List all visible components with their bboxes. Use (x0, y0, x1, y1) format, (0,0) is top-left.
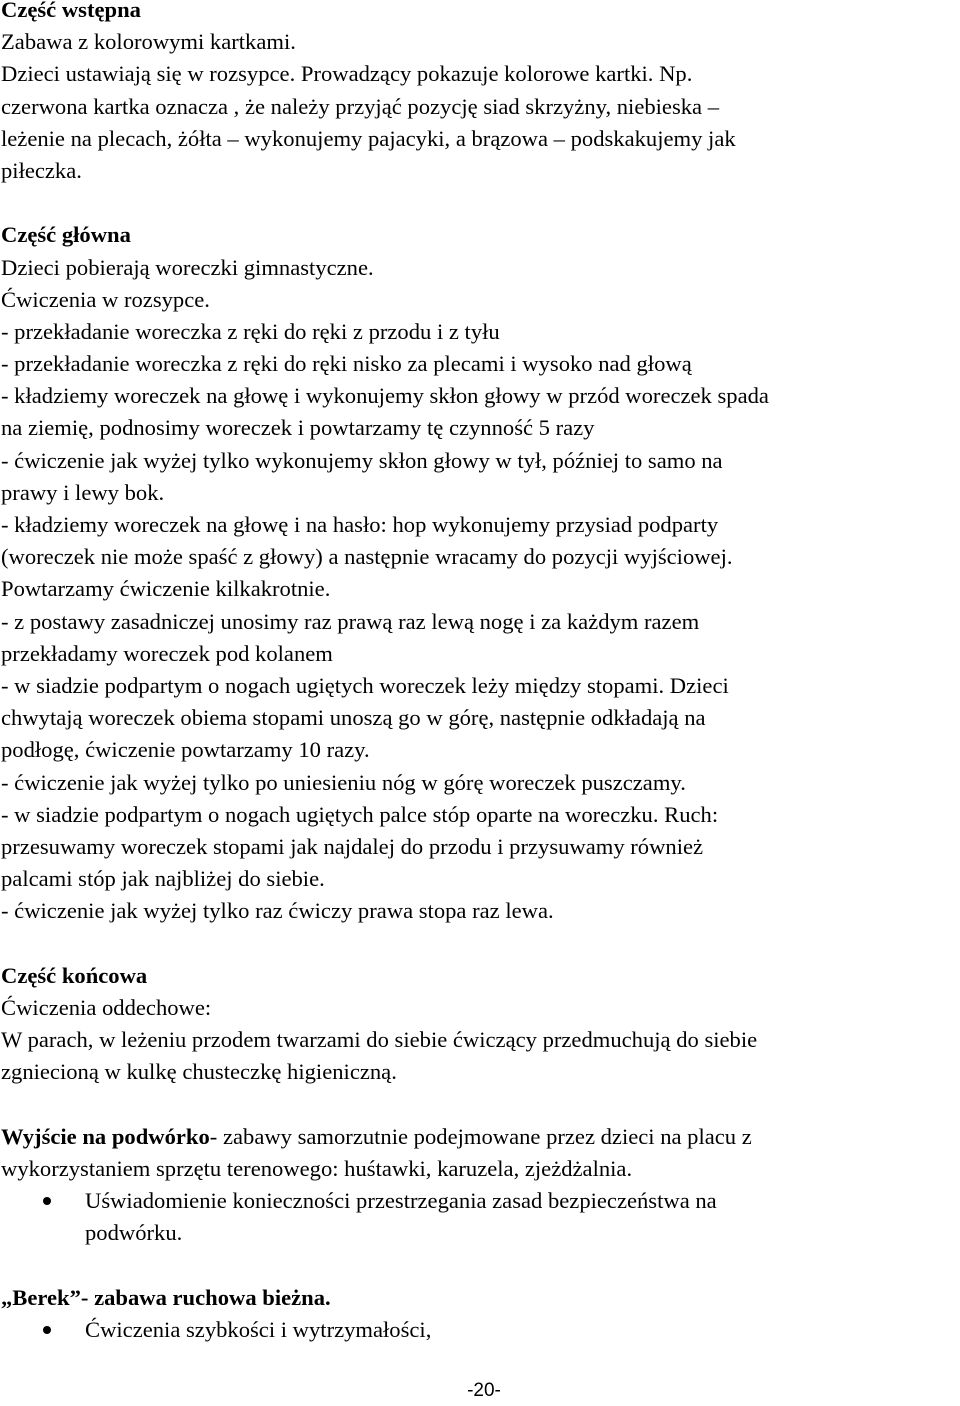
main-heading: Część główna (1, 222, 131, 248)
intro-line: Zabawa z kolorowymi kartkami. (1, 29, 296, 55)
section-main (1, 219, 958, 927)
paragraph-gap (1, 1249, 958, 1281)
main-line: Ćwiczenia w rozsypce. (1, 286, 210, 312)
main-line: (woreczek nie może spaść z głowy) a następnie wracamy do pozycji wyjściowej. (1, 544, 733, 570)
bullet-text: Ćwiczenia szybkości i wytrzymałości, (85, 1316, 432, 1342)
intro-line: czerwona kartka oznacza , że należy przyjąć pozycję siad skrzyżny, niebieska – (1, 93, 720, 119)
main-line: przekładamy woreczek pod kolanem (1, 640, 333, 666)
main-line: przesuwamy woreczek stopami jak najdalej do przodu i przysuwamy również (1, 833, 704, 859)
main-line: podłogę, ćwiczenie powtarzamy 10 razy. (1, 737, 370, 763)
final-line: zgniecioną w kulkę chusteczkę higieniczną. (1, 1059, 397, 1085)
main-line: - w siadzie podpartym o nogach ugiętych woreczek leży między stopami. Dzieci (1, 672, 729, 698)
outdoor-line: wykorzystaniem sprzętu terenowego: huśtawki, karuzela, zjeżdżalnia. (1, 1155, 633, 1181)
main-line: prawy i lewy bok. (1, 479, 165, 505)
main-line: palcami stóp jak najbliżej do siebie. (1, 866, 325, 892)
main-line: - przekładanie woreczka z ręki do ręki z przodu i z tyłu (1, 318, 500, 344)
section-tag-game (1, 1282, 958, 1346)
main-line: Powtarzamy ćwiczenie kilkakrotnie. (1, 576, 331, 602)
outdoor-text: - zabawy samorzutnie podejmowane przez dzieci na placu z (209, 1123, 752, 1149)
main-line: na ziemię, podnosimy woreczek i powtarzamy tę czynność 5 razy (1, 415, 595, 441)
main-line: - ćwiczenie jak wyżej tylko po uniesieniu nóg w górę woreczek puszczamy. (1, 769, 686, 795)
section-outdoor (1, 1121, 958, 1250)
bullet-text: podwórku. (85, 1220, 183, 1246)
section-final (1, 960, 958, 1089)
intro-heading: Część wstępna (1, 0, 141, 22)
outdoor-title: Wyjście na podwórko (1, 1123, 210, 1149)
main-line: - ćwiczenie jak wyżej tylko raz ćwiczy prawa stopa raz lewa. (1, 898, 554, 924)
tag-game-title: „Berek”- zabawa ruchowa bieżna. (1, 1284, 331, 1310)
main-line: - kładziemy woreczek na głowę i na hasło: hop wykonujemy przysiad podparty (1, 512, 719, 537)
intro-line: Dzieci ustawiają się w rozsypce. Prowadzący pokazuje kolorowe kartki. Np. (1, 61, 693, 87)
paragraph-gap (1, 927, 958, 959)
bullet-icon (43, 1326, 51, 1334)
page-number: -20- (467, 1380, 501, 1401)
intro-line: leżenie na plecach, żółta – wykonujemy pajacyki, a brązowa – podskakujemy jak (1, 125, 736, 151)
final-line: W parach, w leżeniu przodem twarzami do siebie ćwiczący przedmuchują do siebie (1, 1027, 758, 1052)
document-page (1, 0, 958, 1346)
section-intro (1, 0, 958, 187)
final-heading: Część końcowa (1, 962, 148, 988)
outdoor-line (1, 1121, 958, 1153)
final-line: Ćwiczenia oddechowe: (1, 994, 212, 1020)
bullet-item (1, 1185, 958, 1249)
bullet-item (1, 1314, 958, 1346)
main-line: chwytają woreczek obiema stopami unoszą go w górę, następnie odkładają na (1, 705, 706, 731)
main-line: - w siadzie podpartym o nogach ugiętych palce stóp oparte na woreczku. Ruch: (1, 801, 719, 827)
main-line: - przekładanie woreczka z ręki do ręki nisko za plecami i wysoko nad głową (1, 351, 692, 377)
intro-line: piłeczka. (1, 157, 82, 183)
bullet-icon (43, 1197, 51, 1205)
main-line: - kładziemy woreczek na głowę i wykonujemy skłon głowy w przód woreczek spada (1, 383, 769, 409)
paragraph-gap (1, 187, 958, 219)
paragraph-gap (1, 1088, 958, 1120)
bullet-text: Uświadomienie konieczności przestrzegania zasad bezpieczeństwa na (85, 1187, 717, 1213)
main-line: - ćwiczenie jak wyżej tylko wykonujemy skłon głowy w tył, później to samo na (1, 447, 723, 473)
main-line: Dzieci pobierają woreczki gimnastyczne. (1, 254, 374, 280)
main-line: - z postawy zasadniczej unosimy raz prawą raz lewą nogę i za każdym razem (1, 608, 700, 634)
